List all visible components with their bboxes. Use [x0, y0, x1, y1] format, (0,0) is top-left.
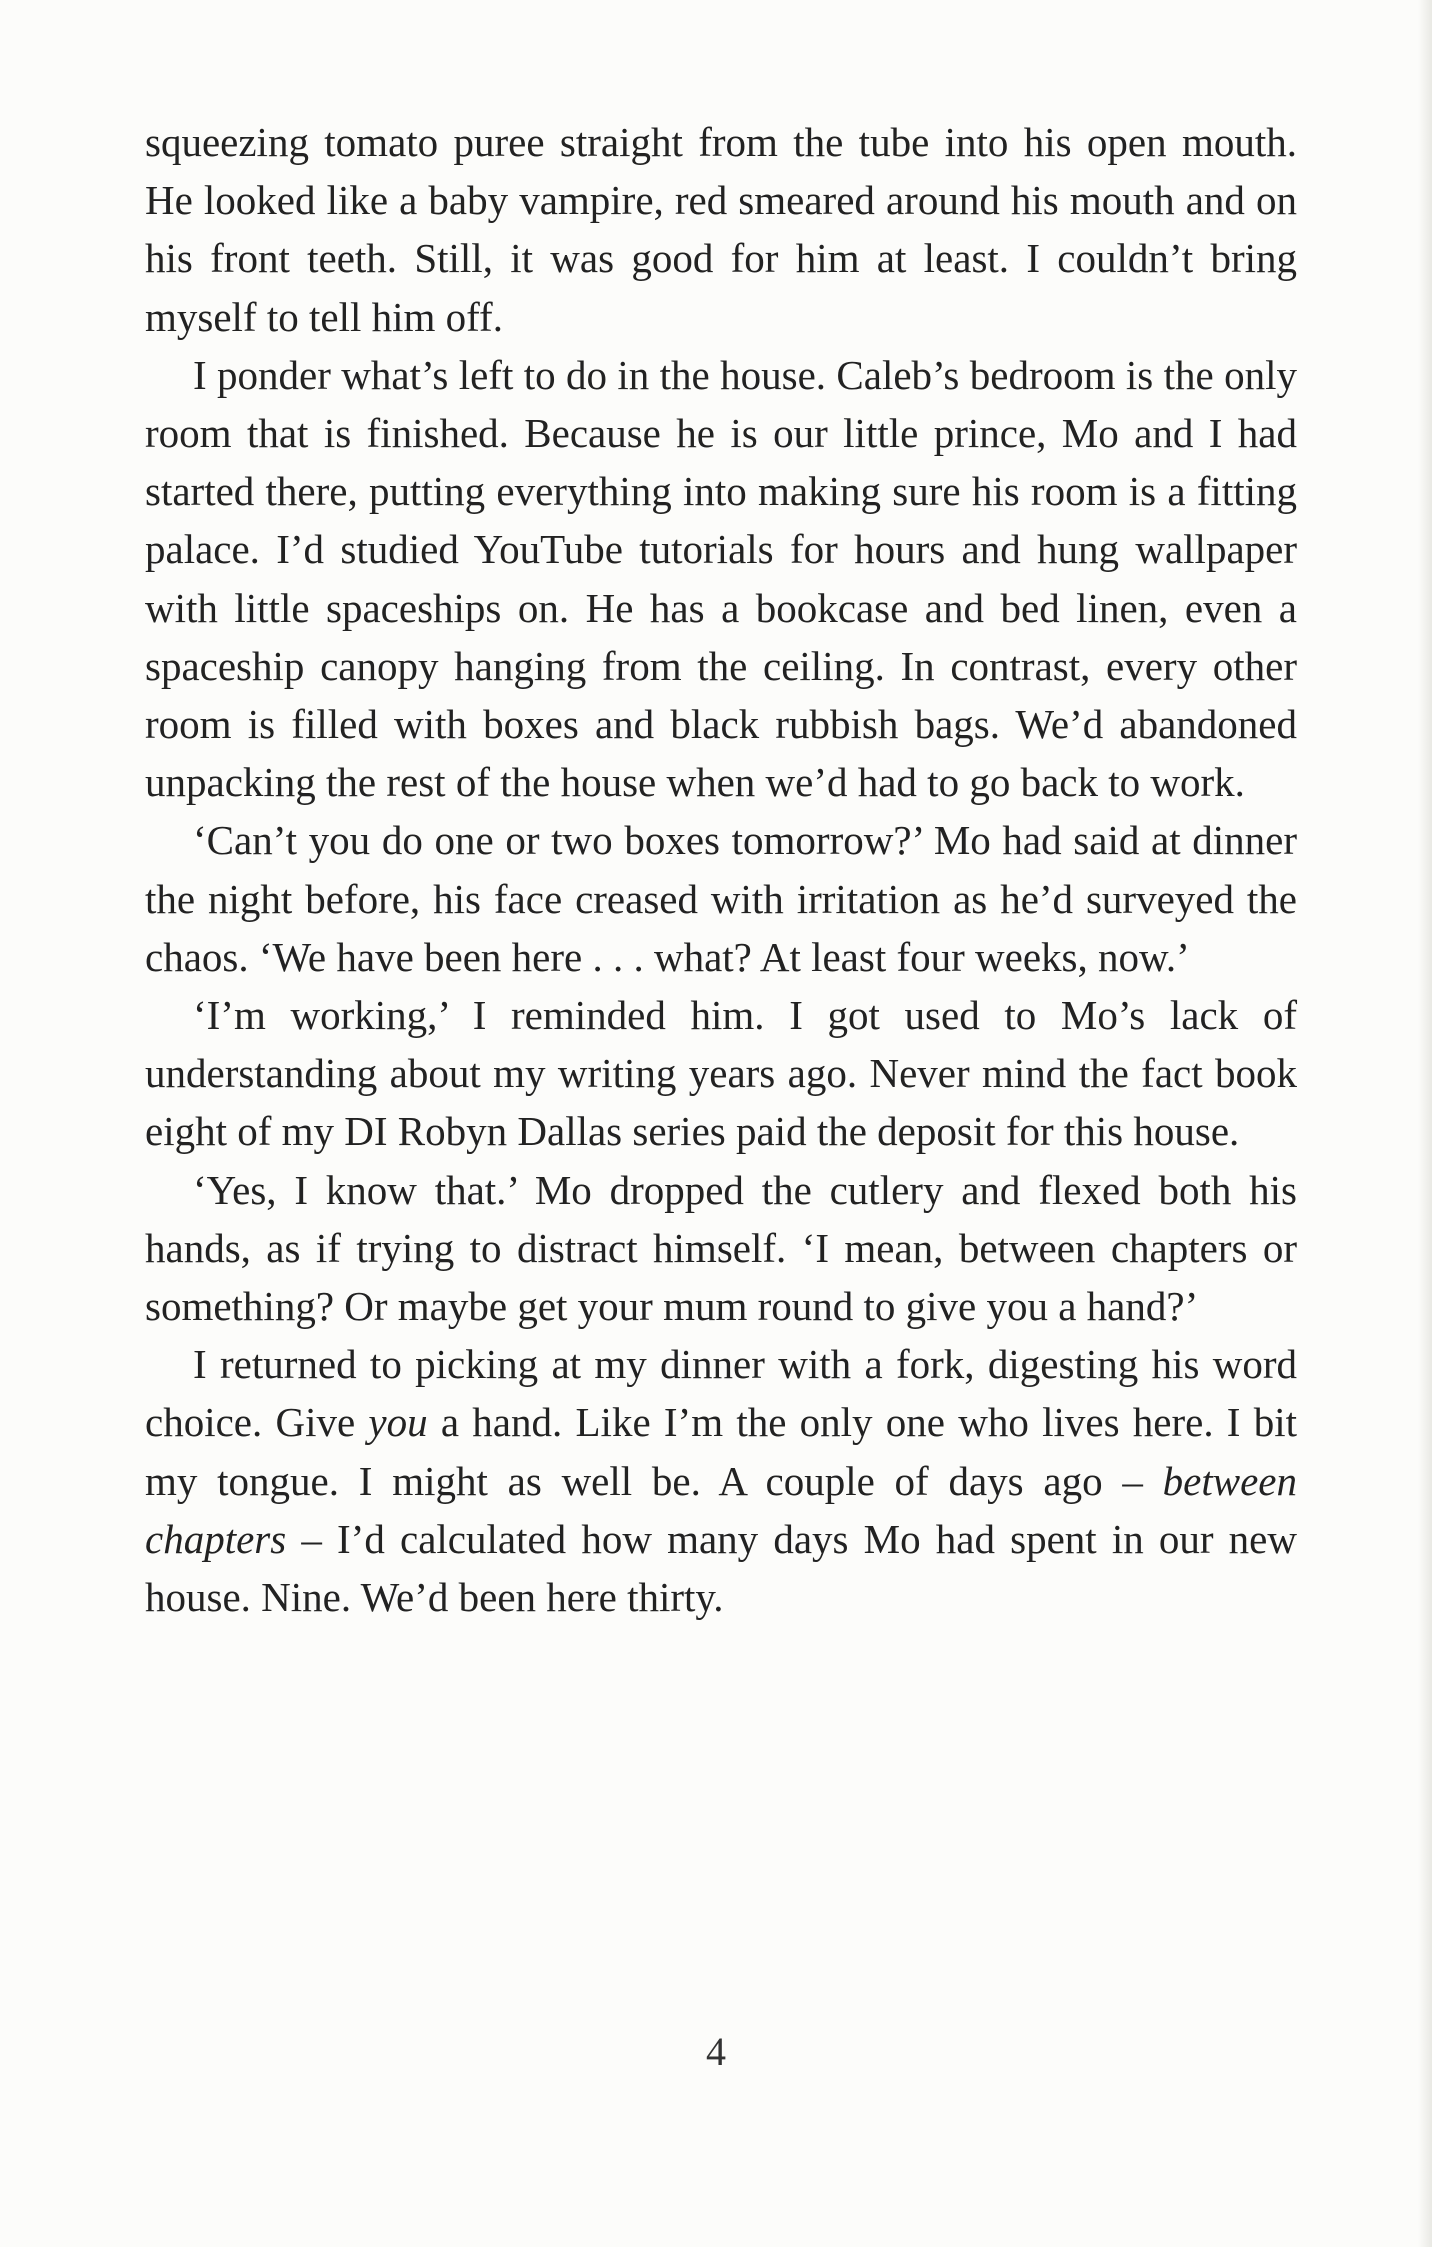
text-segment: ‘I’m working,’ I reminded him. I got used to Mo’s lack of understanding about my writing years ago. Never mind the fact book eight of my DI Robyn Dallas series paid the deposit for this house.	[145, 992, 1297, 1155]
italic-text: you	[368, 1399, 428, 1446]
text-segment: I ponder what’s left to do in the house. Caleb’s bedroom is the only room that is finished. Because he is our little prince, Mo and I had started there, putting everything into making sure his room is a fitting palace. I’d studied YouTube tutorials for hours and hung wallpaper with little spaceships on. He has a bookcase and bed linen, even a spaceship canopy hanging from the ceiling. In contrast, every other room is filled with boxes and black rubbish bags. We’d abandoned unpacking the rest of the house when we’d had to go back to work.	[145, 351, 1297, 806]
page-edge-shadow	[1418, 0, 1432, 2247]
text-segment: a hand. Like I’m the only one who lives here. I bit my tongue. I might as well be. A couple of days ago –	[145, 1399, 1297, 1504]
paragraph-p1	[145, 113, 1297, 346]
paragraph-p3	[145, 811, 1297, 986]
text-segment: I returned to picking at my dinner with a fork, digesting his word choice. Give	[145, 1341, 1297, 1446]
italic-text: between chapters	[145, 1457, 1297, 1562]
body-text	[145, 113, 1297, 1626]
text-segment: ‘Yes, I know that.’ Mo dropped the cutlery and flexed both his hands, as if trying to distract himself. ‘I mean, between chapters or something? Or maybe get your mum round to give you a hand?’	[145, 1166, 1297, 1330]
paragraph-p2	[145, 346, 1297, 812]
page-number: 4	[706, 2029, 726, 2074]
text-segment: squeezing tomato puree straight from the tube into his open mouth. He looked like a baby vampire, red smeared around his mouth and on his front teeth. Still, it was good for him at least. I couldn’t bring myself to tell him off.	[145, 119, 1297, 340]
text-segment: – I’d calculated how many days Mo had spent in our new house. Nine. We’d been here thirty.	[145, 1515, 1297, 1621]
paragraph-p6	[145, 1335, 1297, 1626]
text-segment: ‘Can’t you do one or two boxes tomorrow?’ Mo had said at dinner the night before, his face creased with irritation as he’d surveyed the chaos. ‘We have been here . . . what? At least four weeks, now.’	[145, 817, 1297, 980]
paragraph-p4	[145, 986, 1297, 1161]
paragraph-p5	[145, 1161, 1297, 1336]
